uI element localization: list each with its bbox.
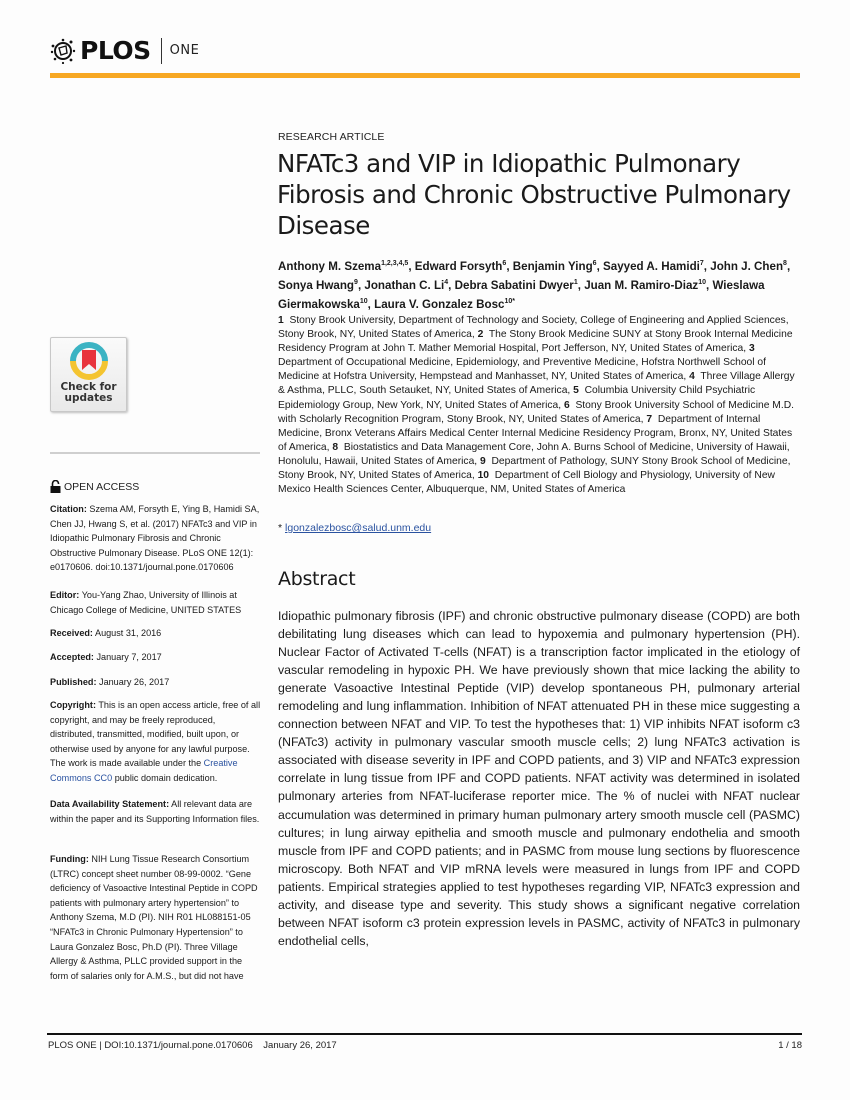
author-affiliation-marker: 10 bbox=[698, 278, 707, 286]
author-name: Wieslawa Giermakowska bbox=[278, 278, 765, 311]
author-affiliation-marker: 4 bbox=[444, 278, 449, 286]
affiliation-number: 6 bbox=[563, 399, 573, 411]
affiliation-text: Stony Brook University, Department of Technology and Society, College of Engineering and Applied Sciences, Stony Brook, NY, United States of America, bbox=[278, 315, 789, 341]
affiliation-number: 8 bbox=[332, 441, 341, 453]
affiliation-text: The Stony Brook Medicine SUNY at Stony Brook Internal Medicine Residency Program at John T. Mather Memorial Hospital, Port Jefferson, NY, United States of America, bbox=[278, 329, 793, 355]
funding-label: Funding: bbox=[50, 854, 89, 864]
affiliation-text: Three Village Allergy & Asthma, PLLC, South Setauket, NY, United States of America, bbox=[278, 371, 795, 397]
affiliation-text: Department of Internal Medicine, Bronx Veterans Affairs Medical Center Internal Medicine Residency Program, Bronx, NY, United States of America, bbox=[278, 413, 793, 453]
editor-block bbox=[50, 588, 262, 617]
affiliation-text: Department of Occupational Medicine, Epidemiology, and Preventive Medicine, Hofstra Northwell School of Medicine at Hofstra University, Hempstead and Manhasset, NY, United States of America, bbox=[278, 357, 767, 383]
affiliation-number: 10 bbox=[477, 470, 492, 482]
accepted-label: Accepted: bbox=[50, 652, 94, 662]
author-name: Laura V. Gonzalez Bosc bbox=[374, 297, 505, 311]
logo-subtitle: ONE bbox=[169, 43, 200, 58]
data-availability-label: Data Availability Statement: bbox=[50, 799, 170, 809]
affiliation-text: Department of Pathology, SUNY Stony Brook School of Medicine, Stony Brook, NY, United States of America, bbox=[278, 455, 791, 482]
logo-separator bbox=[161, 38, 162, 64]
author-name: Sayyed A. Hamidi bbox=[603, 259, 700, 273]
author-affiliation-marker: 7 bbox=[699, 260, 704, 267]
affiliation-number: 3 bbox=[749, 343, 758, 355]
author-name: John J. Chen bbox=[710, 259, 784, 273]
author-name: Debra Sabatini Dwyer bbox=[454, 278, 574, 292]
corresponding-marker: * bbox=[278, 522, 283, 534]
open-access-label bbox=[50, 480, 139, 493]
author-name: Benjamin Ying bbox=[512, 259, 593, 273]
header-accent-bar bbox=[50, 73, 800, 78]
check-for-updates-line1: Check for bbox=[60, 381, 117, 393]
affiliation-number: 2 bbox=[477, 329, 487, 341]
email-link[interactable]: lgonzalezbosc@salud.unm.edu bbox=[285, 522, 432, 534]
author-name: Edward Forsyth bbox=[414, 259, 503, 273]
plos-one-logo bbox=[50, 36, 199, 65]
copyright-block bbox=[50, 698, 262, 786]
affiliation-text: Biostatistics and Data Management Core, John A. Burns School of Medicine, University of Hawaii, Honolulu, Hawaii, United States of America, bbox=[278, 441, 790, 467]
affiliation-list bbox=[278, 314, 803, 497]
accepted-block bbox=[50, 650, 262, 665]
affiliation-number: 5 bbox=[573, 385, 582, 397]
abstract-heading: Abstract bbox=[278, 568, 356, 590]
author-affiliation-marker: 10* bbox=[504, 297, 515, 305]
author-affiliation-marker: 6 bbox=[502, 260, 507, 267]
received-label: Received: bbox=[50, 628, 93, 638]
author-name: Anthony M. Szema bbox=[278, 259, 382, 273]
plos-globe-icon bbox=[50, 38, 76, 64]
creative-commons-link[interactable]: Creative Commons CC0 bbox=[50, 758, 238, 783]
footer-citation: PLOS ONE | DOI:10.1371/journal.pone.0170606 January 26, 2017 bbox=[48, 1040, 337, 1051]
author-affiliation-marker: 8 bbox=[783, 260, 787, 267]
affiliation-text: Columbia University Child Psychiatric Epidemiology Group, New York, NY, United States of America, bbox=[278, 385, 756, 411]
open-access-text: OPEN ACCESS bbox=[64, 480, 140, 493]
abstract-text: Idiopathic pulmonary fibrosis (IPF) and chronic obstructive pulmonary disease (COPD) are both debilitating lung diseases which can lead to hypoxemia and pulmonary hypertension (PH). Nuclear Factor of Activated T-cells (NFAT) is a transcription factor implicated in the etiology of vascular remodeling in hypoxic PH. We have previously shown that mice lacking the ability to generate Vasoactive Intestinal Peptide (VIP) develop spontaneous PH, pulmonary arterial remodeling and lung inflammation. Inhibition of NFAT attenuated PH in these mice suggesting a connection between NFAT and VIP. To test the hypotheses that: 1) VIP inhibits NFAT isoform c3 (NFATc3) activity in pulmonary vascular smooth muscle cells; 2) lung NFATc3 activation is associated with disease severity in IPF and COPD patients, and 3) VIP and NFATc3 expression correlate in lung tissue from IPF and COPD patients. NFAT activity was determined in isolated pulmonary arteries from NFAT-luciferase reporter mice. The % of nuclei with NFAT nuclear accumulation was determined in primary human pulmonary artery smooth muscle cell (PASMC) cultures; in lung airway epithelia and smooth muscle and pulmonary endothelia and smooth muscle from IPF and COPD patients; and in PASMC from mouse lung sections by fluorescence microscopy. Both NFAT and VIP mRNA levels were measured in lungs from IPF and COPD patients. Empirical strategies applied to test hypotheses regarding VIP, NFATc3 expression and activity, and disease type and severity. This study shows a significant negative correlation between NFAT isoform c3 protein expression levels in PASMC, activity of NFATc3 in pulmonary endothelial cells, bbox=[278, 609, 800, 948]
published-date: January 26, 2017 bbox=[99, 677, 170, 687]
author-affiliation-marker: 1,2,3,4,5 bbox=[381, 260, 409, 267]
received-date: August 31, 2016 bbox=[95, 628, 162, 638]
funding-block bbox=[50, 852, 262, 983]
article-type: RESEARCH ARTICLE bbox=[278, 131, 385, 143]
copyright-text: This is an open access article, free of all copyright, and may be freely reproduced, distributed, transmitted, modified, built upon, or otherwise used by anyone for any lawful purpose. The work is made available under the bbox=[50, 700, 261, 769]
corresponding-email bbox=[278, 522, 431, 534]
sidebar-divider bbox=[50, 452, 260, 454]
author-name: Jonathan C. Li bbox=[364, 278, 445, 292]
received-block bbox=[50, 626, 262, 641]
footer-divider bbox=[47, 1033, 802, 1035]
editor-text: You-Yang Zhao, University of Illinois at Chicago College of Medicine, UNITED STATES bbox=[50, 590, 242, 615]
article-title: NFATc3 and VIP in Idiopathic Pulmonary Fibrosis and Chronic Obstructive Pulmonary Disease bbox=[277, 149, 791, 240]
funding-text: NIH Lung Tissue Research Consortium (LTRC) concept sheet number 08-99-0002. “Gene deficiency of Vasoactive Intestinal Peptide in COPD patients with pulmonary artery hypertension” to Anthony Szema, M.D (PI). NIH R01 HL088151-05 “NFATc3 in Chronic Pulmonary Hypertension” to Laura Gonzalez Bosc, Ph.D (PI). Three Village Allergy & Asthma, PLLC provided support in the form of salaries only for A.M.S., but did not have bbox=[50, 854, 258, 981]
affiliation-number: 1 bbox=[278, 315, 287, 326]
published-label: Published: bbox=[50, 677, 97, 687]
affiliation-text: Department of Cell Biology and Physiology, University of New Mexico Health Sciences Center, Albuquerque, NM, United States of America bbox=[278, 470, 775, 496]
author-list: Anthony M. Szema$^{1,2,3,4,5}$, Edward Forsyth$^6$, Benjamin Ying$^6$, Sayyed A. Hamidi$^7$, John J. Chen$^8$, Sonya Hwang$^9$, Jonathan C. Li$^4$, Debra Sabatini Dwyer$^1$, Juan M. Ramiro-Diaz$^{10}$, Wieslawa Giermakowska$^{10}$, Laura V. Gonzalez Bosc$^{10*}$ bbox=[278, 259, 791, 311]
data-availability-text: All relevant data are within the paper and its Supporting Information files. bbox=[50, 799, 260, 824]
citation-text: Szema AM, Forsyth E, Ying B, Hamidi SA, Chen JJ, Hwang S, et al. (2017) NFATc3 and VIP in Idiopathic Pulmonary Fibrosis and Chronic Obstructive Pulmonary Disease. PLoS ONE 12(1): e0170606. doi:10.1371/journal.pone.0170606 bbox=[50, 504, 260, 573]
author-affiliation-marker: 9 bbox=[354, 278, 358, 286]
crossmark-icon bbox=[70, 342, 108, 380]
published-block bbox=[50, 675, 262, 690]
affiliation-number: 7 bbox=[646, 413, 655, 425]
copyright-text-end: public domain dedication. bbox=[114, 772, 218, 783]
check-for-updates-line2: updates bbox=[64, 392, 113, 404]
affiliation-text: Stony Brook University School of Medicine M.D. with Scholarly Recognition Program, Stony Brook, NY, United States of America, bbox=[278, 399, 795, 425]
open-lock-icon bbox=[50, 480, 61, 493]
author-affiliation-marker: 10 bbox=[359, 297, 368, 305]
citation-label: Citation: bbox=[50, 504, 87, 514]
author-name: Juan M. Ramiro-Diaz bbox=[584, 278, 699, 292]
page-number: 1 / 18 bbox=[778, 1040, 802, 1051]
citation-block bbox=[50, 502, 262, 575]
affiliation-number: 9 bbox=[480, 455, 489, 467]
author-affiliation-marker: 6 bbox=[592, 260, 597, 267]
author-affiliation-marker: 1 bbox=[573, 278, 578, 286]
check-for-updates-button[interactable] bbox=[50, 337, 127, 412]
editor-label: Editor: bbox=[50, 590, 80, 600]
affiliation-number: 4 bbox=[689, 371, 698, 383]
copyright-label: Copyright: bbox=[50, 700, 96, 710]
data-availability-block bbox=[50, 797, 262, 826]
author-name: Sonya Hwang bbox=[278, 278, 355, 292]
logo-wordmark: PLOS bbox=[80, 36, 151, 65]
accepted-date: January 7, 2017 bbox=[96, 652, 162, 662]
